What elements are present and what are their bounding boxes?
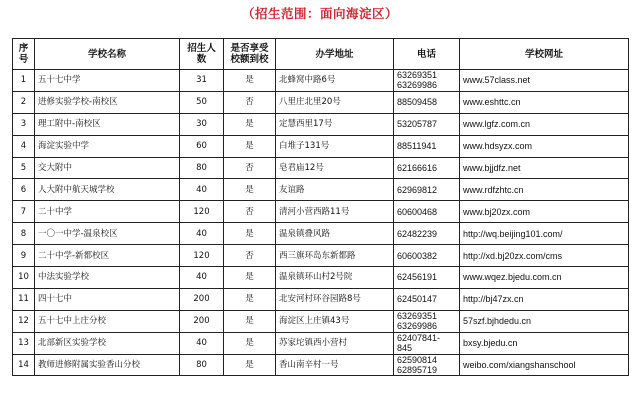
cell-website: www.bjjdfz.net xyxy=(460,157,629,179)
cell-enjoy: 是 xyxy=(224,223,276,245)
cell-enjoy: 是 xyxy=(224,113,276,135)
table-row xyxy=(13,267,629,289)
table-row xyxy=(13,157,629,179)
cell-index: 6 xyxy=(13,179,35,201)
cell-phone: 53205787 xyxy=(394,113,460,135)
cell-name: 四十七中 xyxy=(35,288,180,310)
cell-phone: 62450147 xyxy=(394,288,460,310)
cell-index: 4 xyxy=(13,135,35,157)
cell-phone: 60600468 xyxy=(394,201,460,223)
cell-phone: 62590814 62895719 xyxy=(394,354,460,376)
cell-enjoy: 是 xyxy=(224,332,276,354)
table-row xyxy=(13,201,629,223)
cell-enjoy: 否 xyxy=(224,157,276,179)
cell-index: 11 xyxy=(13,288,35,310)
cell-index: 1 xyxy=(13,70,35,92)
cell-enjoy: 是 xyxy=(224,267,276,289)
cell-name: 海淀实验中学 xyxy=(35,135,180,157)
cell-name: 五十七中上庄分校 xyxy=(35,310,180,332)
cell-quota: 60 xyxy=(180,135,224,157)
cell-address: 北安河村环谷园路8号 xyxy=(276,288,394,310)
table-row xyxy=(13,310,629,332)
cell-name: 理工附中-南校区 xyxy=(35,113,180,135)
table-row xyxy=(13,135,629,157)
cell-address: 温泉镇叠风路 xyxy=(276,223,394,245)
table-row xyxy=(13,91,629,113)
table-row xyxy=(13,223,629,245)
cell-enjoy: 否 xyxy=(224,245,276,267)
cell-name: 进修实验学校-南校区 xyxy=(35,91,180,113)
cell-index: 5 xyxy=(13,157,35,179)
page-title: （招生范围：面向海淀区） xyxy=(241,6,398,21)
cell-quota: 200 xyxy=(180,310,224,332)
header-name: 学校名称 xyxy=(35,39,180,70)
cell-quota: 50 xyxy=(180,91,224,113)
cell-enjoy: 否 xyxy=(224,91,276,113)
cell-index: 12 xyxy=(13,310,35,332)
cell-index: 3 xyxy=(13,113,35,135)
cell-address: 白堆子131号 xyxy=(276,135,394,157)
cell-phone: 63269351 63269986 xyxy=(394,70,460,92)
cell-name: 一〇一中学-温泉校区 xyxy=(35,223,180,245)
cell-quota: 80 xyxy=(180,157,224,179)
table-row xyxy=(13,332,629,354)
cell-phone: 62407841- 845 xyxy=(394,332,460,354)
cell-phone: 63269351 63269986 xyxy=(394,310,460,332)
cell-enjoy: 是 xyxy=(224,310,276,332)
cell-website: 57szf.bjhdedu.cn xyxy=(460,310,629,332)
cell-address: 海淀区上庄镇43号 xyxy=(276,310,394,332)
cell-quota: 120 xyxy=(180,201,224,223)
cell-index: 2 xyxy=(13,91,35,113)
cell-address: 定慧西里17号 xyxy=(276,113,394,135)
cell-index: 7 xyxy=(13,201,35,223)
table-row xyxy=(13,288,629,310)
cell-website: bxsy.bjedu.cn xyxy=(460,332,629,354)
cell-quota: 40 xyxy=(180,332,224,354)
cell-address: 温泉镇环山村2号院 xyxy=(276,267,394,289)
cell-address: 北蜂窝中路6号 xyxy=(276,70,394,92)
cell-website: www.bj20zx.com xyxy=(460,201,629,223)
header-website: 学校网址 xyxy=(460,39,629,70)
cell-website: www.hdsyzx.com xyxy=(460,135,629,157)
cell-phone: 62969812 xyxy=(394,179,460,201)
cell-quota: 80 xyxy=(180,354,224,376)
cell-website: www.eshttc.cn xyxy=(460,91,629,113)
cell-enjoy: 是 xyxy=(224,354,276,376)
cell-address: 香山南辛村一号 xyxy=(276,354,394,376)
table-row xyxy=(13,70,629,92)
cell-name: 人大附中航天城学校 xyxy=(35,179,180,201)
cell-phone: 62482239 xyxy=(394,223,460,245)
cell-name: 教师进修附属实验香山分校 xyxy=(35,354,180,376)
cell-address: 友谊路 xyxy=(276,179,394,201)
cell-website: http://xd.bj20zx.com/cms xyxy=(460,245,629,267)
cell-quota: 40 xyxy=(180,223,224,245)
header-phone: 电话 xyxy=(394,39,460,70)
table-row xyxy=(13,179,629,201)
cell-phone: 60600382 xyxy=(394,245,460,267)
cell-name: 五十七中学 xyxy=(35,70,180,92)
header-row xyxy=(13,39,629,70)
cell-enjoy: 是 xyxy=(224,135,276,157)
cell-website: http://wq.beijing101.com/ xyxy=(460,223,629,245)
cell-name: 二十中学 xyxy=(35,201,180,223)
table-row xyxy=(13,113,629,135)
cell-website: www.wqez.bjedu.com.cn xyxy=(460,267,629,289)
cell-quota: 40 xyxy=(180,267,224,289)
cell-quota: 120 xyxy=(180,245,224,267)
cell-name: 二十中学-新都校区 xyxy=(35,245,180,267)
cell-address: 皂君庙12号 xyxy=(276,157,394,179)
cell-name: 中法实验学校 xyxy=(35,267,180,289)
cell-name: 北部新区实验学校 xyxy=(35,332,180,354)
cell-name: 交大附中 xyxy=(35,157,180,179)
header-enjoy: 是否享受校额到校 xyxy=(224,39,276,70)
cell-index: 10 xyxy=(13,267,35,289)
school-table xyxy=(12,38,629,376)
cell-enjoy: 是 xyxy=(224,70,276,92)
cell-phone: 62456191 xyxy=(394,267,460,289)
header-quota: 招生人数 xyxy=(180,39,224,70)
cell-index: 13 xyxy=(13,332,35,354)
header-address: 办学地址 xyxy=(276,39,394,70)
cell-website: www.rdfzhtc.cn xyxy=(460,179,629,201)
table-row xyxy=(13,245,629,267)
cell-website: weibo.com/xiangshanschool xyxy=(460,354,629,376)
cell-enjoy: 是 xyxy=(224,288,276,310)
cell-address: 苏家坨镇西小营村 xyxy=(276,332,394,354)
cell-index: 8 xyxy=(13,223,35,245)
cell-phone: 88511941 xyxy=(394,135,460,157)
cell-website: www.lgfz.com.cn xyxy=(460,113,629,135)
header-index: 序号 xyxy=(13,39,35,70)
cell-phone: 62166616 xyxy=(394,157,460,179)
cell-index: 9 xyxy=(13,245,35,267)
table-row xyxy=(13,354,629,376)
cell-phone: 88509458 xyxy=(394,91,460,113)
cell-address: 西三旗环岛东新都路 xyxy=(276,245,394,267)
cell-index: 14 xyxy=(13,354,35,376)
cell-address: 八里庄北里20号 xyxy=(276,91,394,113)
cell-quota: 40 xyxy=(180,179,224,201)
cell-website: http://bj47zx.cn xyxy=(460,288,629,310)
cell-quota: 200 xyxy=(180,288,224,310)
cell-enjoy: 是 xyxy=(224,179,276,201)
cell-quota: 30 xyxy=(180,113,224,135)
cell-enjoy: 否 xyxy=(224,201,276,223)
cell-quota: 31 xyxy=(180,70,224,92)
cell-address: 清河小营西路11号 xyxy=(276,201,394,223)
cell-website: www.57class.net xyxy=(460,70,629,92)
